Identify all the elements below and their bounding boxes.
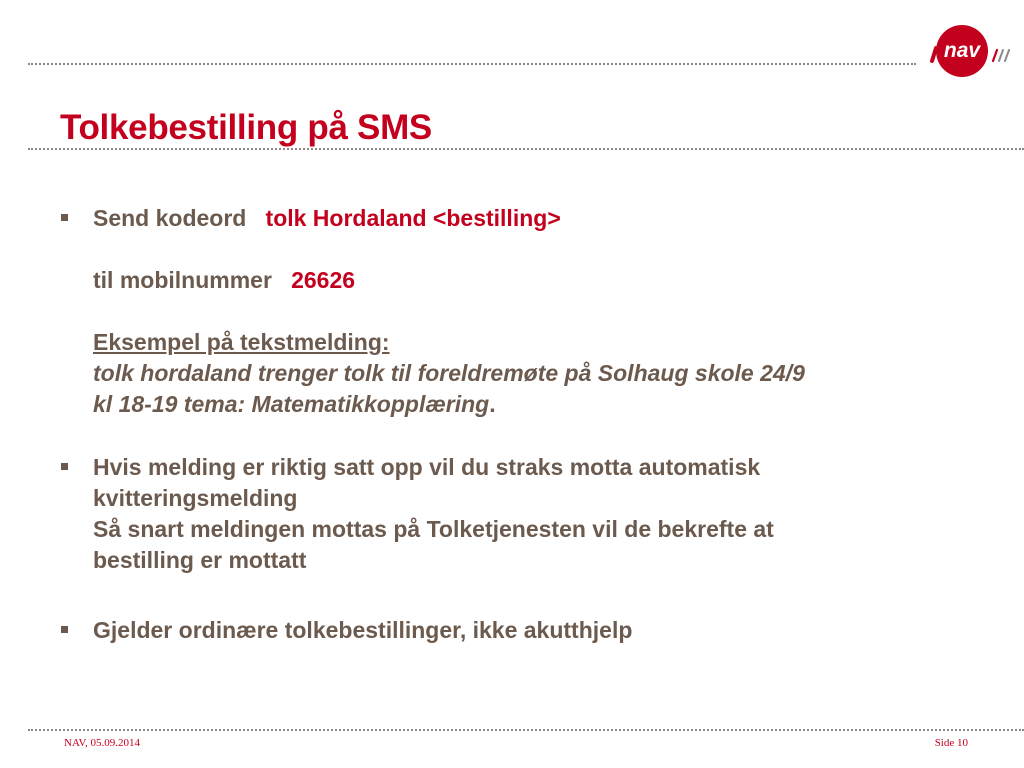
number-label: til mobilnummer [93, 267, 272, 293]
number-line [93, 265, 1000, 296]
example-line-2: kl 18-19 tema: Matematikkopplæring [93, 391, 490, 417]
bullet-marker [61, 626, 68, 633]
scope-line: Gjelder ordinære tolkebestillinger, ikke akutthjelp [93, 617, 633, 643]
confirmation-line-3: Så snart meldingen mottas på Tolketjenesten vil de bekrefte at [93, 516, 774, 542]
bullet-marker [61, 463, 68, 470]
bullet-marker [61, 214, 68, 221]
example-end: . [489, 391, 496, 417]
footer-divider [28, 729, 1024, 731]
example-line-2-wrap [93, 389, 1000, 420]
send-label: Send kodeord [93, 205, 247, 231]
example-line-1: tolk hordaland trenger tolk til foreldremøte på Solhaug skole 24/9 [93, 360, 805, 386]
confirmation-line-1: Hvis melding er riktig satt opp vil du straks motta automatisk [93, 454, 761, 480]
sms-code: tolk Hordaland <bestilling> [265, 205, 561, 231]
confirmation-line-2: kvitteringsmelding [93, 485, 298, 511]
bullet-confirmation [60, 452, 1000, 576]
nav-logo [926, 23, 1010, 77]
confirmation-line-4: bestilling er mottatt [93, 547, 307, 573]
bullet-scope [60, 615, 1000, 646]
send-line [93, 203, 1000, 234]
title-divider [28, 148, 1024, 150]
svg-text:nav: nav [943, 39, 981, 62]
top-divider [28, 63, 916, 65]
bullet-send-code [60, 203, 1000, 420]
footer-page-number: Side 10 [934, 737, 968, 749]
slide-title: Tolkebestilling på SMS [60, 108, 432, 147]
phone-number: 26626 [291, 267, 356, 293]
example-heading: Eksempel på tekstmelding: [93, 329, 390, 355]
bullet-list [60, 203, 1000, 646]
footer-date: NAV, 05.09.2014 [64, 737, 140, 749]
